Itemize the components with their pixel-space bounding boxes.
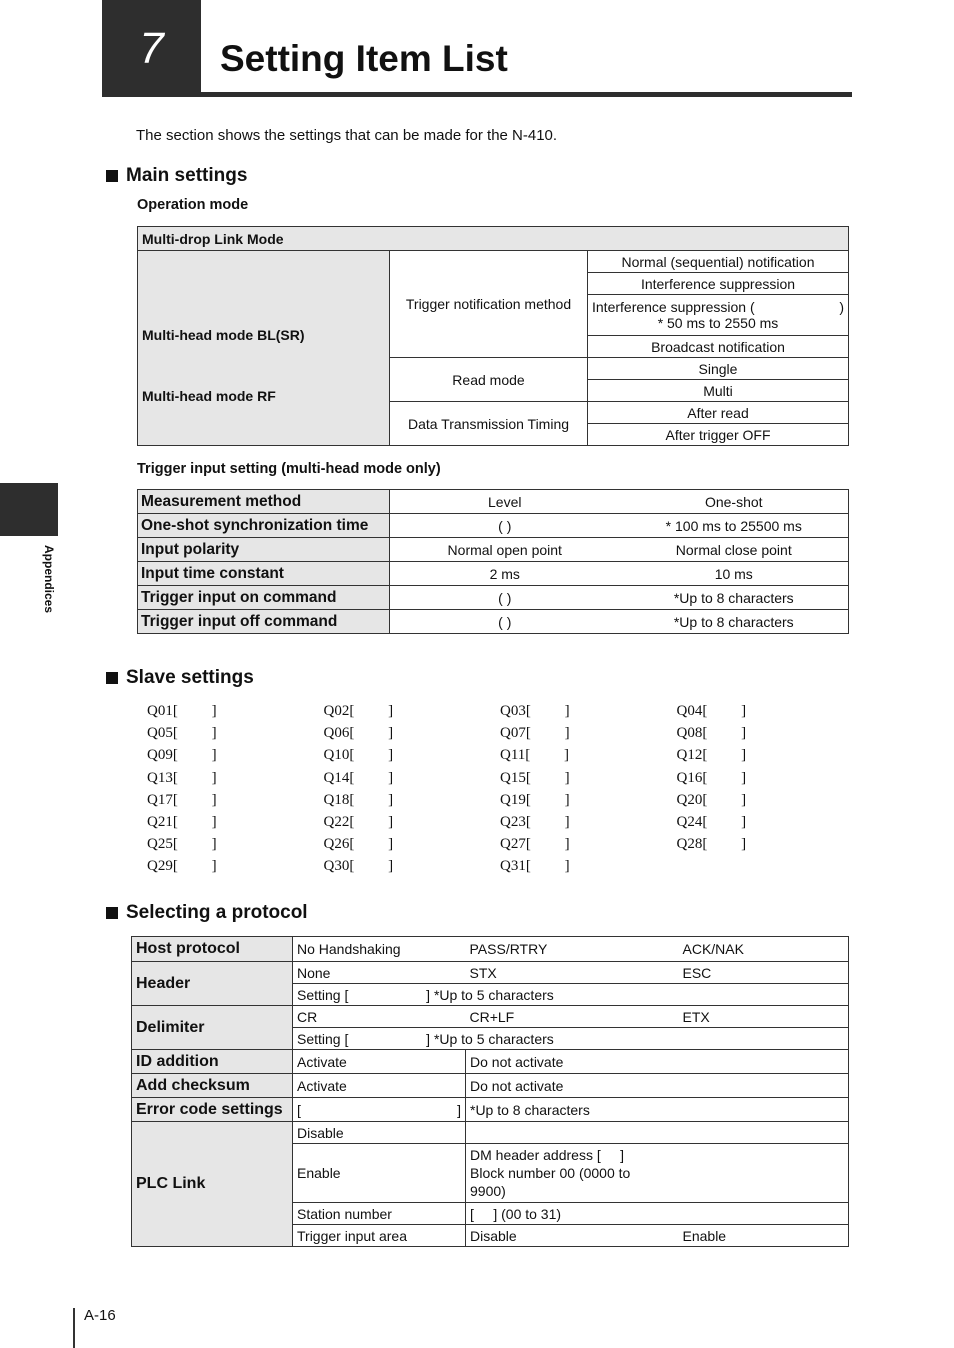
intro-text: The section shows the settings that can be made for the N-410. xyxy=(136,127,558,144)
page-rule xyxy=(73,1308,75,1348)
trigger-input-table: Measurement method Level One-shot One-shot synchronization time ( ) * 100 ms to 25500 ms Input polarity Normal open point Normal close point Input time constant 2 ms 10 ms Trigger input on command ( ) *Up to 8 characters Trigger input off command ( ) *Up to 8 characters xyxy=(137,489,849,634)
slave-item: Q17[ ] xyxy=(147,791,217,808)
slave-item: Q26[ ] xyxy=(323,836,394,853)
slave-item: Q19[ ] xyxy=(500,791,570,808)
slave-item: Q24[ ] xyxy=(676,814,747,830)
slave-item: Q18[ ] xyxy=(323,791,394,808)
mode-cell: Multi-head mode BL(SR) Multi-head mode RF xyxy=(138,251,390,446)
row-label: Delimiter xyxy=(132,1006,293,1050)
protocol-heading: Selecting a protocol xyxy=(106,902,308,924)
page-title: Setting Item List xyxy=(220,38,508,79)
row-label: Host protocol xyxy=(132,937,293,962)
slave-item: Q29[ ] xyxy=(147,858,217,875)
row-label: Add checksum xyxy=(132,1074,293,1098)
option-multi: Multi xyxy=(588,380,849,402)
slave-item: Q16[ ] xyxy=(676,769,747,786)
row-label: Input polarity xyxy=(138,538,390,562)
table-header: Multi-drop Link Mode xyxy=(138,227,849,251)
slave-item: Q09[ ] xyxy=(147,747,217,764)
main-settings-table xyxy=(137,226,849,446)
row-label: Trigger input on command xyxy=(138,586,390,610)
protocol-table: Host protocol No Handshaking PASS/RTRY ACK/NAK Header None STX ESC Setting [ ] *Up to 5 characters Delimiter CR CR+LF ETX Setting [ ] *Up to 5 characters ID addition Activate Do not activate Add checksum Activate Do not activate Error code settings [ ] *Up to 8 characters PLC Link Disable Enable DM header address [ ] Block number 00 (0000 to 9900) Station number [ ] (00 to 31) Trigger input area Disable Enable xyxy=(131,936,849,1247)
square-bullet-icon xyxy=(106,170,118,182)
slave-item: Q03[ ] xyxy=(500,703,570,719)
option-broadcast: Broadcast notification xyxy=(588,336,849,358)
slave-item: Q15[ ] xyxy=(500,769,570,786)
page-number: A-16 xyxy=(84,1307,116,1324)
row-label: One-shot synchronization time xyxy=(138,514,390,538)
slave-item: Q20[ ] xyxy=(676,791,747,808)
slave-item: Q04[ ] xyxy=(676,703,747,719)
slave-item: Q27[ ] xyxy=(500,836,570,853)
slave-item: Q05[ ] xyxy=(147,725,217,742)
square-bullet-icon xyxy=(106,907,118,919)
slave-item: Q01[ ] xyxy=(147,703,217,719)
trigger-input-label: Trigger input setting (multi-head mode only) xyxy=(137,461,441,477)
option-normal: Normal (sequential) notification xyxy=(588,251,849,273)
option-single: Single xyxy=(588,358,849,380)
slave-item: Q22[ ] xyxy=(323,814,394,830)
row-label: Measurement method xyxy=(138,490,390,514)
operation-mode-label: Operation mode xyxy=(137,197,249,213)
slave-item: Q31[ ] xyxy=(500,858,570,875)
slave-item: Q28[ ] xyxy=(676,836,747,853)
row-label: Trigger input off command xyxy=(138,610,390,634)
row-label: PLC Link xyxy=(132,1122,293,1247)
row-label: Error code settings xyxy=(132,1098,293,1122)
option-interference-time: Interference suppression ( ) * 50 ms to 2550 ms xyxy=(588,295,849,336)
title-rule xyxy=(201,92,852,97)
slave-item: Q06[ ] xyxy=(323,725,394,742)
row-label: ID addition xyxy=(132,1050,293,1074)
slave-item: Q30[ ] xyxy=(323,858,394,875)
slave-settings-heading: Slave settings xyxy=(106,667,254,689)
side-tab xyxy=(0,483,58,536)
slave-item: Q13[ ] xyxy=(147,769,217,786)
slave-item: Q08[ ] xyxy=(676,725,747,742)
option-after-read: After read xyxy=(588,402,849,424)
slave-item: Q25[ ] xyxy=(147,836,217,853)
slave-item: Q21[ ] xyxy=(147,814,217,830)
slave-item: Q12[ ] xyxy=(676,747,747,764)
slave-item: Q02[ ] xyxy=(323,703,394,719)
slave-item: Q07[ ] xyxy=(500,725,570,742)
slave-item: Q14[ ] xyxy=(323,769,394,786)
slave-item: Q10[ ] xyxy=(323,747,394,764)
read-mode-cell: Read mode xyxy=(390,358,588,402)
main-settings-heading: Main settings xyxy=(106,165,247,187)
row-label: Header xyxy=(132,962,293,1006)
side-label: Appendices xyxy=(42,545,56,614)
slave-item: Q23[ ] xyxy=(500,814,570,830)
trigger-method-cell: Trigger notification method xyxy=(390,251,588,358)
square-bullet-icon xyxy=(106,672,118,684)
chapter-number: 7 xyxy=(102,0,201,97)
option-interference: Interference suppression xyxy=(588,273,849,295)
row-label: Input time constant xyxy=(138,562,390,586)
slave-item: Q11[ ] xyxy=(500,747,570,764)
data-timing-cell: Data Transmission Timing xyxy=(390,402,588,446)
option-after-trigger-off: After trigger OFF xyxy=(588,424,849,446)
